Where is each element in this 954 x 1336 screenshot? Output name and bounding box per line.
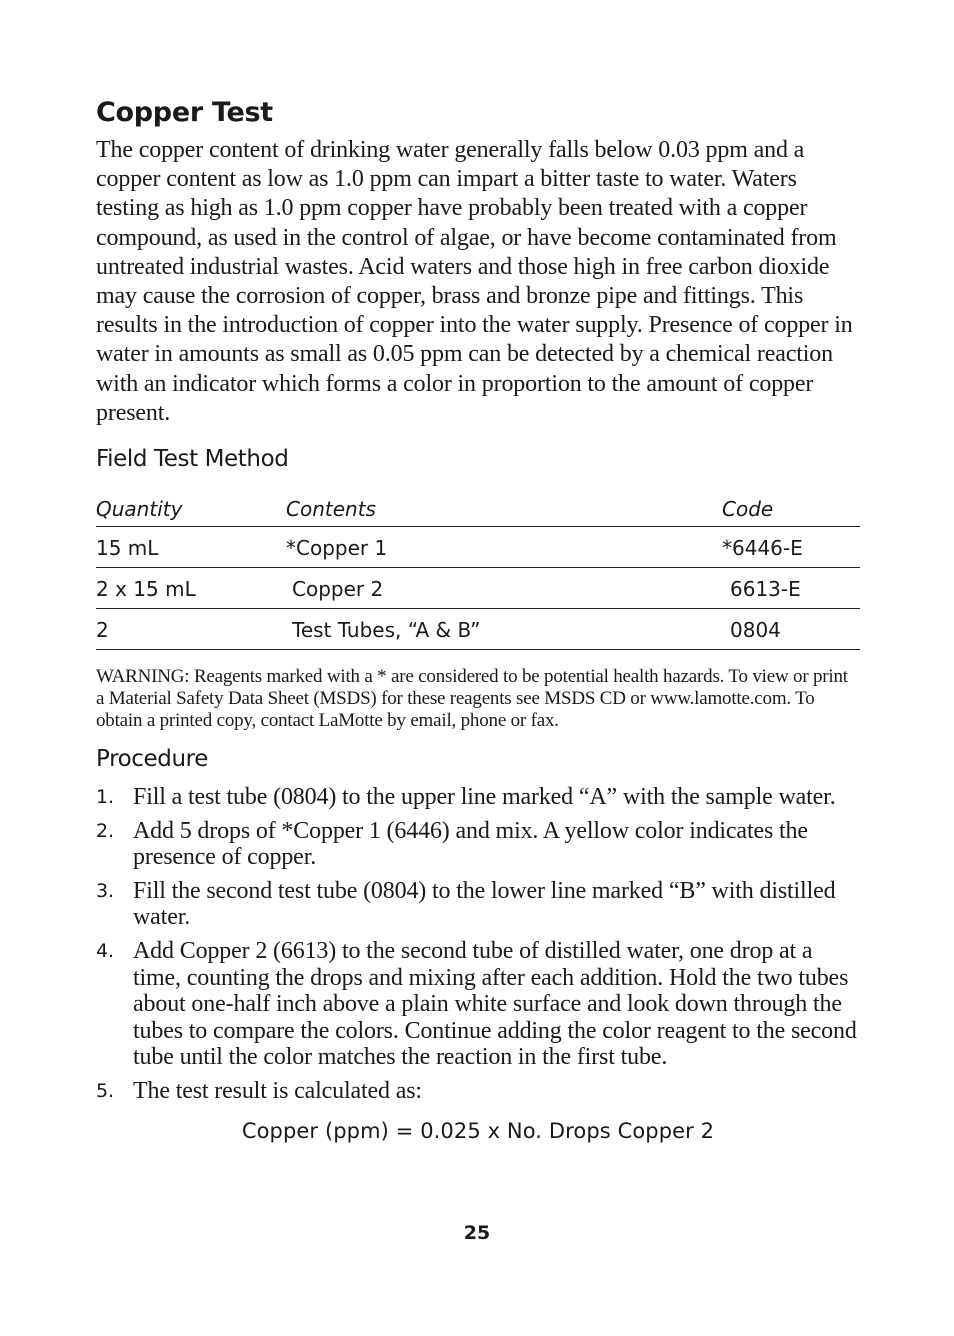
- step-text: Fill the second test tube (0804) to the lower line marked “B” with distilled water.: [133, 877, 836, 931]
- cell-code: 0804: [722, 609, 860, 650]
- step-text: Add Copper 2 (6613) to the second tube of distilled water, one drop at a time, counting the drops and mixing after each addition. Hold the two tubes about one-half inch above a plain white surface and look down through the tubes to compare the colors. Continue adding the color reagent to the second tube until the color matches the reaction in the first tube.: [133, 938, 857, 1071]
- list-item: [96, 818, 860, 871]
- step-number: 3.: [96, 879, 114, 902]
- cell-code: *6446-E: [722, 527, 860, 568]
- warning-note: WARNING: Reagents marked with a * are considered to be potential health hazards. To view or print a Material Safety Data Sheet (MSDS) for these reagents see MSDS CD or www.lamotte.com. To obtain a printed copy, contact LaMotte by email, phone or fax.: [96, 666, 848, 732]
- list-item: [96, 938, 860, 1071]
- list-item: [96, 784, 860, 811]
- cell-quantity: 2 x 15 mL: [96, 568, 286, 609]
- step-text: Add 5 drops of *Copper 1 (6446) and mix. A yellow color indicates the presence of copper.: [133, 817, 808, 871]
- table-row: [96, 609, 860, 650]
- procedure-list: [96, 784, 860, 1105]
- step-number: 5.: [96, 1079, 114, 1102]
- reagent-table: [96, 492, 860, 650]
- document-page: [96, 96, 860, 1143]
- list-item: [96, 1078, 860, 1105]
- page-title: Copper Test: [96, 97, 273, 128]
- cell-quantity: 15 mL: [96, 527, 286, 568]
- table-header-row: [96, 492, 860, 527]
- table-row: [96, 568, 860, 609]
- step-number: 4.: [96, 940, 114, 962]
- field-test-heading: Field Test Method: [96, 446, 289, 473]
- col-header-contents: Contents: [286, 492, 722, 527]
- step-number: 1.: [96, 786, 114, 809]
- step-text: Fill a test tube (0804) to the upper line marked “A” with the sample water.: [133, 784, 836, 811]
- cell-contents: Copper 2: [286, 568, 722, 609]
- cell-contents: Test Tubes, “A & B”: [286, 609, 722, 650]
- col-header-quantity: Quantity: [96, 492, 286, 527]
- page-number: 25: [463, 1222, 491, 1244]
- step-number: 2.: [96, 819, 114, 842]
- cell-contents: *Copper 1: [286, 527, 722, 568]
- intro-paragraph: The copper content of drinking water generally falls below 0.03 ppm and a copper content as low as 1.0 ppm can impart a bitter taste to water. Waters testing as high as 1.0 ppm copper have probably been treated with a copper compound, as used in the control of algae, or have become contaminated from untreated industrial wastes. Acid waters and those high in free carbon dioxide may cause the corrosion of copper, brass and bronze pipe and fittings. This results in the introduction of copper into the water supply. Presence of copper in water in amounts as small as 0.05 ppm can be detected by a chemical reaction with an indicator which forms a color in proportion to the amount of copper present.: [96, 137, 853, 426]
- cell-code: 6613-E: [722, 568, 860, 609]
- col-header-code: Code: [722, 492, 860, 527]
- formula: Copper (ppm) = 0.025 x No. Drops Copper 2: [241, 1118, 715, 1143]
- list-item: [96, 878, 860, 931]
- procedure-heading: Procedure: [96, 746, 208, 773]
- table-row: [96, 527, 860, 568]
- step-text: The test result is calculated as:: [133, 1077, 422, 1104]
- cell-quantity: 2: [96, 609, 286, 650]
